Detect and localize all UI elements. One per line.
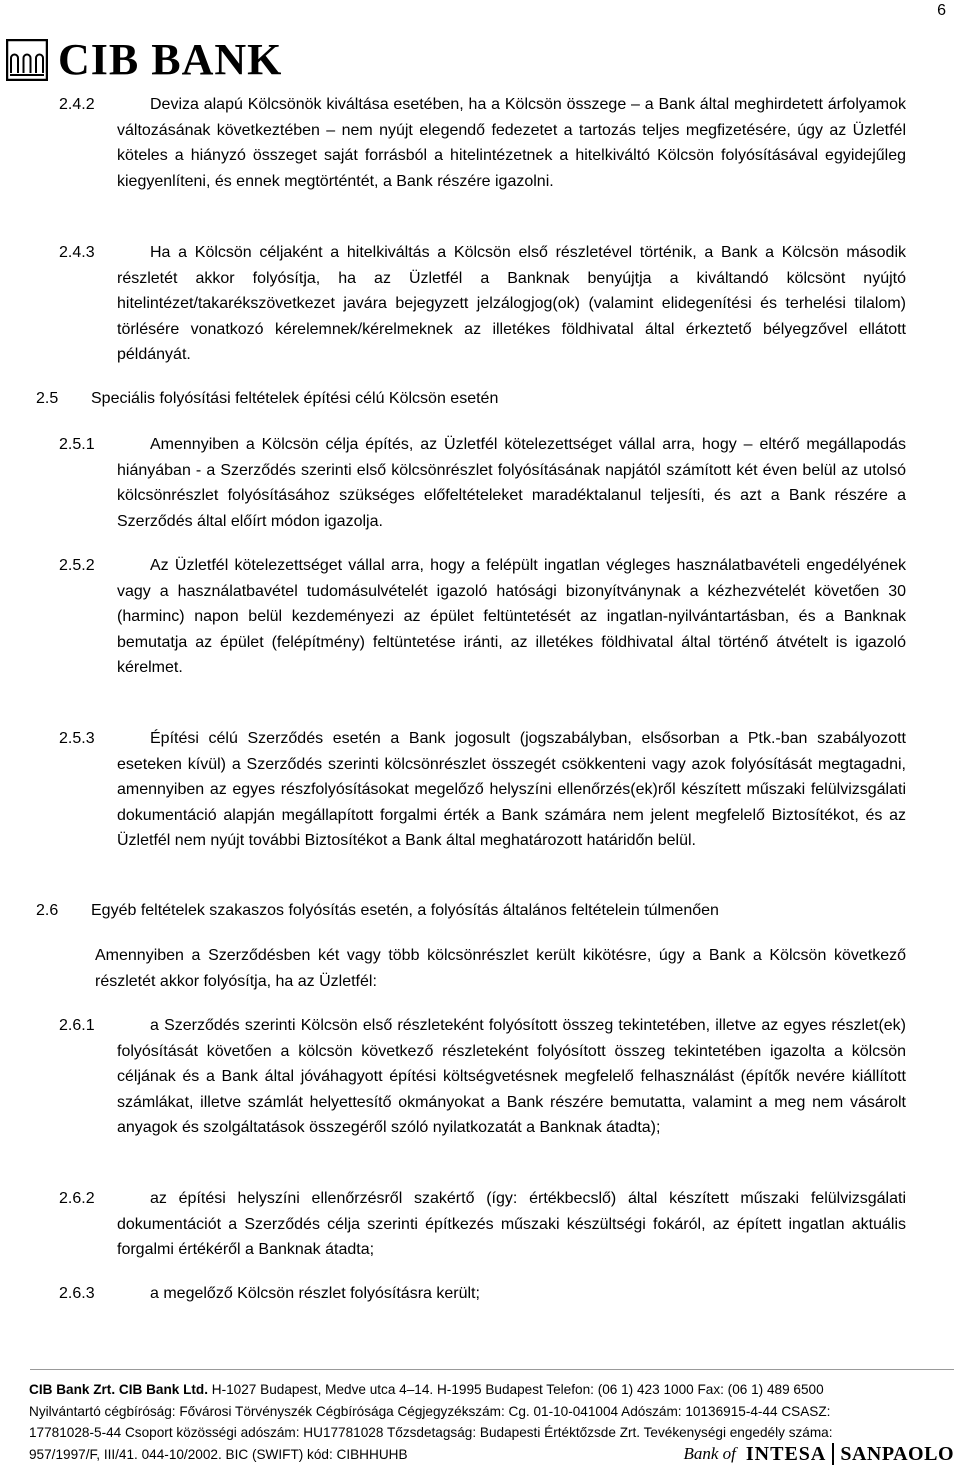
section-number: 2.4.2 — [59, 96, 95, 113]
section-text: Deviza alapú Kölcsönök kiváltása esetében, ha a Kölcsön összege – a Bank által meghirdetett árfolyamok változásának következtében – nem nyújt elegendő fedezetet a tartozás teljes megfizetésére, úgy az Üzletfél köteles a hiányzó összeget saját forrásból a hitelintézetnek a hitelkiváltó Kölcsön folyósításával egyidejűleg kiegyenlíteni, és ennek megtörténtét, a Bank részére igazolni. — [117, 96, 906, 190]
section-number: 2.5 — [36, 390, 59, 407]
logo-wordmark: CIB BANK — [58, 35, 283, 84]
section-number: 2.5.2 — [59, 557, 95, 574]
section-heading: Speciális folyósítási feltételek építési célú Kölcsön esetén — [91, 390, 499, 407]
section-number: 2.6.1 — [59, 1017, 95, 1034]
footer-address: H-1027 Budapest, Medve utca 4–14. H-1995 Budapest Telefon: (06 1) 423 1000 Fax: (06 1) 489 6500 — [208, 1382, 824, 1397]
cib-bank-logo — [6, 36, 282, 84]
section-text: az építési helyszíni ellenőrzésről szakértő (így: értékbecslő) által készített műszaki felülvizsgálati dokumentációt a Szerződés célja szerinti építkezés műszaki készültségi fokáról, az épített ingatlan aktuális forgalmi értékéről a Banknak átadta; — [117, 1190, 906, 1258]
section-text: a megelőző Kölcsön részlet folyósításra került; — [150, 1285, 480, 1302]
footer-company: CIB Bank Zrt. CIB Bank Ltd. — [29, 1382, 208, 1397]
section-number: 2.5.3 — [59, 730, 95, 747]
cib-arches-icon — [6, 39, 48, 81]
sanpaolo-text: SANPAOLO — [840, 1442, 954, 1465]
section-heading: Egyéb feltételek szakaszos folyósítás esetén, a folyósítás általános feltételein túlmenően — [91, 902, 719, 919]
section-text: Ha a Kölcsön céljaként a hitelkiváltás a Kölcsön első részletével történik, a Bank a Kölcsön második részletét akkor folyósítja, ha az Üzletfél a Banknak benyújtja a kiváltandó kölcsönt nyújtó hitelintézet/takarékszövetkezet javára bejegyzett jelzálogjog(ok) (valamint elidegenítési és terhelési tilalom) törlésére vonatkozó kérelemnek/kérelmeknek az illetékes földhivatal által érkeztető bélyegzővel ellátott példányát. — [117, 244, 906, 363]
footer-divider — [30, 1369, 954, 1370]
intesa-text: INTESA — [745, 1442, 827, 1465]
section-number: 2.6 — [36, 902, 59, 919]
section-text: Építési célú Szerződés esetén a Bank jogosult (jogszabályban, elsősorban a Ptk.-ban szabályozott eseteken kívül) a Szerződés szerinti kölcsönrészlet összegét csökkenteni vagy azok folyósítását megtagadni, amennyiben az egyes részfolyósításokat megelőző helyszíni ellenőrzés(ek)ről készített műszaki felülvizsgálati dokumentáció alapján megállapított forgalmi érték a Bank számára nem jelent megfelelő Biztosítékot, és az Üzletfél nem nyújt további Biztosítékot a Bank által meghatározott határidőn belül. — [117, 730, 906, 849]
footer-line-2: Nyilvántartó cégbíróság: Fővárosi Törvényszék Cégbírósága Cégjegyzékszám: Cg. 01-10-041004 Adószám: 10136915-4-44 CSASZ: — [29, 1403, 831, 1419]
section-text: Amennyiben a Szerződésben két vagy több kölcsönrészlet került kikötésre, úgy a Bank a Kölcsön következő részletét akkor folyósítja, ha az Üzletfél: — [95, 947, 906, 990]
page-number: 6 — [937, 2, 946, 19]
footer-line-4: 957/1997/F, III/41. 044-10/2002. BIC (SWIFT) kód: CIBHHUHB — [29, 1446, 408, 1462]
section-text: Amennyiben a Kölcsön célja építés, az Üzletfél kötelezettséget vállal arra, hogy – eltérő megállapodás hiányában - a Szerződés szerinti első kölcsönrészlet folyósításának napjától számított két éven belül az utolsó kölcsönrészlet folyósításához szükséges előfeltételeket maradéktalanul teljesíti, és azt a Bank részére a Szerződés által előírt módon igazolja. — [117, 436, 906, 530]
bank-of-text: Bank of — [683, 1444, 736, 1463]
logo-separator — [832, 1443, 834, 1465]
section-text: a Szerződés szerinti Kölcsön első részleteként folyósított összeg tekintetében, illetve az egyes részlet(ek) folyósítását követően a kölcsön következő részleteként folyósított összeg tekintetében igazolta a kölcsön céljának és a Bank által jóváhagyott építési költségvetésnek megfelelő felhasználást (építők nevére kiállított számlákat, illetve számlát helyettesítő okmányokat a Bank részére bemutatta, valamint a meg nem vásárolt anyagok és szolgáltatások összegéről szóló nyilatkozatát a Banknak átadta); — [117, 1017, 906, 1136]
section-number: 2.5.1 — [59, 436, 95, 453]
footer-line-3: 17781028-5-44 Csoport közösségi adószám: HU17781028 Tőzsdetagság: Budapesti Értéktőzsde Zrt. Tevékenységi engedély száma: — [29, 1425, 833, 1440]
section-number: 2.6.3 — [59, 1285, 95, 1302]
section-text: Az Üzletfél kötelezettséget vállal arra, hogy a felépült ingatlan végleges használatbavételi engedélyének vagy a használatbavétel tudomásulvételét igazoló hatósági bizonyítványnak a kézhezvételét követően 30 (harminc) napon belül kezdeményezi az épület feltüntetését az ingatlan-nyilvántartásban, és a Banknak bemutatja az épület (felépítmény) feltüntetése iránti, az illetékes földhivatal által történő átvételt is igazoló kérelmet. — [117, 557, 906, 676]
section-number: 2.4.3 — [59, 244, 95, 261]
footer-line-1 — [29, 1379, 959, 1401]
section-number: 2.6.2 — [59, 1190, 95, 1207]
intesa-sanpaolo-logo — [683, 1440, 954, 1468]
